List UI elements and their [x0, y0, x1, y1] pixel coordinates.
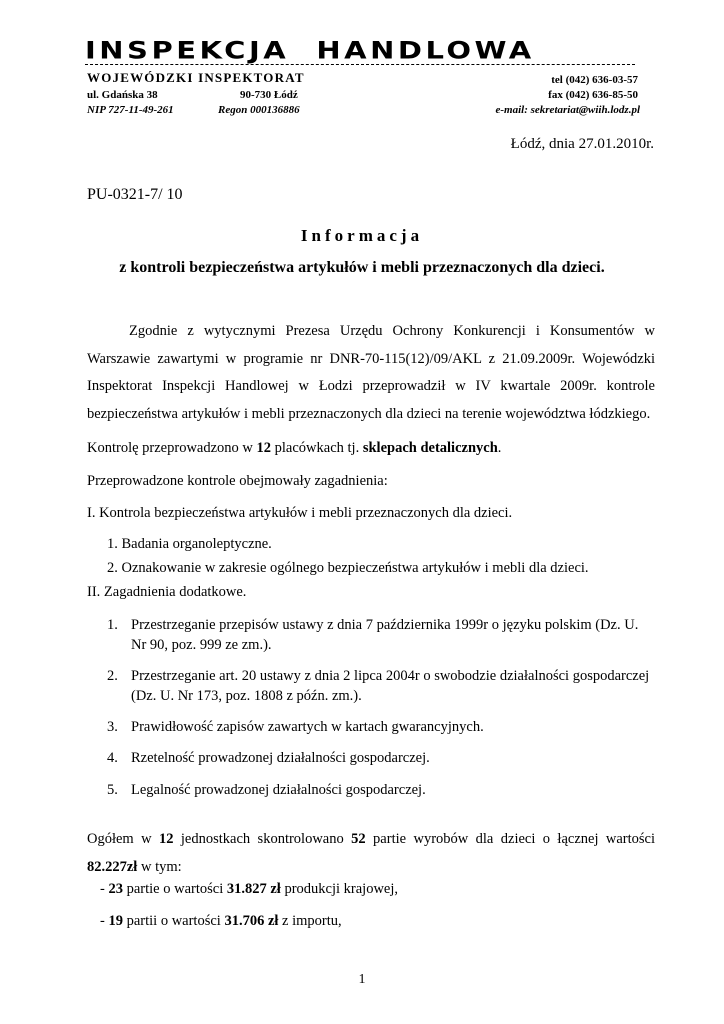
item-text: Rzetelność prowadzonej działalności gospodarczej. — [131, 750, 430, 766]
header-fax: fax (042) 636-85-50 — [548, 89, 638, 101]
item-text: Oznakowanie w zakresie ogólnego bezpieczeństwa artykułów i mebli dla dzieci. — [121, 560, 589, 576]
header-city: 90-730 Łódź — [240, 89, 298, 101]
section-1-title: I. Kontrola bezpieczeństwa artykułów i mebli przeznaczonych dla dzieci. — [87, 505, 513, 521]
controls-prefix: Kontrolę przeprowadzono w — [87, 440, 257, 456]
header-email: e-mail: sekretariat@wiih.lodz.pl — [495, 104, 640, 116]
summary-text-2: jednostkach skontrolowano — [173, 831, 352, 847]
section-2-item — [107, 780, 426, 800]
header-divider — [85, 64, 635, 65]
summary-total: 82.227zł — [87, 858, 138, 875]
item-text: Prawidłowość zapisów zawartych w kartach gwarancyjnych. — [131, 719, 484, 735]
import-line — [100, 911, 342, 931]
domestic-text-1: partie o wartości — [122, 881, 227, 897]
item-number: 4. — [107, 750, 118, 766]
item-text: Badania organoleptyczne. — [121, 536, 272, 552]
controls-line — [87, 438, 501, 458]
summary-paragraph — [87, 826, 655, 881]
section-2-item-text: Przestrzeganie przepisów ustawy z dnia 7 października 1999r o języku polskim (Dz. U. Nr 90, poz. 999 ze zm.). — [131, 617, 639, 653]
summary-text-3: partie wyrobów dla dzieci o łącznej wartości — [365, 831, 656, 847]
domestic-value: 31.827 zł — [226, 881, 281, 897]
item-number: 5. — [107, 782, 118, 798]
item-number: 3. — [107, 719, 118, 735]
document-subtitle: z kontroli bezpieczeństwa artykułów i mebli przeznaczonych dla dzieci. — [119, 259, 605, 276]
summary-batches: 52 — [351, 831, 366, 847]
document-title: Informacja — [300, 226, 424, 245]
item-number: 2. — [107, 560, 118, 576]
section-2-item-text: Przestrzeganie art. 20 ustawy z dnia 2 lipca 2004r o swobodzie działalności gospodarczej (Dz. U. Nr 173, poz. 1808 z późn. zm.). — [131, 668, 650, 704]
letterhead-logo: INSPEKCJA HANDLOWA — [85, 36, 535, 65]
item-number: 1. — [107, 617, 118, 633]
item-number: 2. — [107, 668, 118, 684]
scope-intro: Przeprowadzone kontrole obejmowały zagadnienia: — [87, 473, 388, 489]
controls-middle: placówkach tj. — [271, 440, 363, 456]
section-1-item — [107, 558, 589, 578]
summary-text-4: w tym: — [137, 858, 182, 875]
section-2-title: II. Zagadnienia dodatkowe. — [87, 584, 247, 600]
controls-place: sklepach detalicznych — [362, 440, 498, 456]
controls-suffix: . — [497, 440, 502, 456]
section-1-item — [107, 534, 272, 554]
page-number: 1 — [358, 972, 366, 987]
header-street: ul. Gdańska 38 — [87, 89, 158, 101]
section-2-item — [107, 666, 131, 686]
section-2-item — [107, 717, 484, 737]
controls-count: 12 — [256, 440, 272, 456]
summary-text-1: Ogółem w — [87, 831, 159, 847]
domestic-line — [100, 879, 398, 899]
import-count: 19 — [108, 913, 123, 929]
header-org-name: WOJEWÓDZKI INSPEKTORAT — [87, 70, 305, 85]
header-nip: NIP 727-11-49-261 — [87, 104, 174, 116]
section-2-item — [107, 615, 131, 635]
summary-units: 12 — [159, 831, 174, 847]
reference-number: PU-0321-7/ 10 — [87, 186, 183, 203]
bullet-dash: - — [100, 881, 109, 897]
document-date: Łódź, dnia 27.01.2010r. — [510, 136, 654, 152]
item-text: Legalność prowadzonej działalności gospodarczej. — [131, 782, 426, 798]
import-text-2: z importu, — [278, 913, 342, 929]
section-2-item — [107, 748, 430, 768]
header-regon: Regon 000136886 — [218, 104, 300, 116]
import-text-1: partii o wartości — [122, 913, 225, 929]
domestic-count: 23 — [108, 881, 123, 897]
bullet-dash: - — [100, 913, 109, 929]
intro-text: Zgodnie z wytycznymi Prezesa Urzędu Ochrony Konkurencji i Konsumentów w Warszawie zawartymi w programie nr DNR-70-115(12)/09/AKL z 21.09.2009r. Wojewódzki Inspektorat Inspekcji Handlowej w Łodzi przeprowadził w IV kwartale 2009r. kontrole bezpieczeństwa artykułów i mebli przeznaczonych dla dzieci na terenie województwa łódzkiego. — [87, 323, 655, 422]
intro-paragraph — [87, 318, 655, 428]
domestic-text-2: produkcji krajowej, — [280, 881, 399, 897]
import-value: 31.706 zł — [224, 913, 279, 929]
header-tel: tel (042) 636-03-57 — [551, 74, 638, 86]
item-number: 1. — [107, 536, 118, 552]
